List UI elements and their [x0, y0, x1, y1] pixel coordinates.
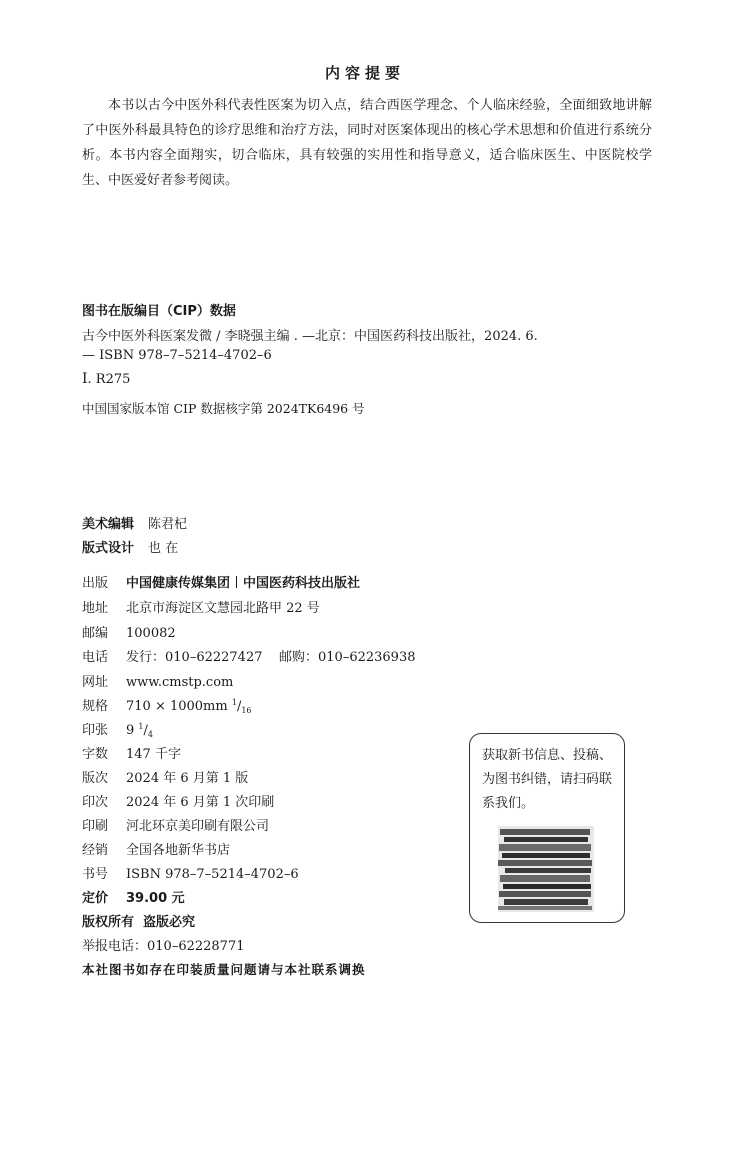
fraction-denominator: 16 — [241, 706, 252, 715]
pub-label: 出版 — [82, 576, 109, 591]
pub-row-address — [82, 597, 462, 616]
pub-row-isbn — [82, 863, 462, 882]
pub-value: 2024 年 6 月第 1 版 — [126, 771, 249, 786]
pub-label: 电话 — [82, 650, 109, 665]
credit-art-editor — [82, 513, 187, 532]
copyright-notice: 版权所有 盗版必究 — [82, 915, 196, 930]
separator-bar — [236, 576, 237, 588]
fraction-numerator: 1 — [138, 722, 144, 731]
credit-layout-design — [82, 537, 178, 556]
pub-label: 地址 — [82, 601, 109, 616]
credit-value: 也 在 — [148, 541, 179, 556]
cip-class-code: . R275 — [87, 372, 131, 387]
pub-value: 北京市海淀区文慧园北路甲 22 号 — [126, 601, 320, 616]
pub-row-edition — [82, 767, 462, 786]
pub-label: 印张 — [82, 723, 109, 738]
qr-callout-text: 获取新书信息、投稿、为图书纠错，请扫码联系我们。 — [482, 748, 613, 811]
qr-code-image[interactable] — [498, 826, 594, 912]
pub-row-printer — [82, 815, 462, 834]
pub-value: 9 — [126, 723, 139, 738]
pub-label: 经销 — [82, 843, 109, 858]
pub-row-words — [82, 743, 462, 762]
pub-label: 书号 — [82, 867, 109, 882]
cip-roman-numeral: Ⅰ — [82, 371, 88, 387]
fraction-numerator: 1 — [231, 698, 237, 707]
pub-label: 印次 — [82, 795, 109, 810]
pub-row-format: 规格 710 × 1000mm $^1/_{16}$ — [82, 695, 462, 715]
pub-value: 100082 — [126, 626, 176, 641]
cip-heading: 图书在版编目（CIP）数据 — [82, 304, 236, 319]
pub-value: 2024 年 6 月第 1 次印刷 — [126, 795, 275, 810]
pub-label: 版次 — [82, 771, 109, 786]
pub-value: 发行：010–62227427 邮购：010–62236938 — [126, 650, 416, 665]
pub-row-price — [82, 887, 462, 906]
price-value: 39.00 元 — [126, 891, 185, 906]
pub-value: 全国各地新华书店 — [126, 843, 231, 858]
pub-label: 网址 — [82, 675, 109, 690]
cip-line-isbn: — ISBN 978–7–5214–4702–6 — [82, 348, 272, 363]
pub-value: 710 × 1000mm — [126, 699, 232, 714]
pub-label: 规格 — [82, 699, 109, 714]
pub-row-postcode — [82, 622, 462, 641]
summary-title: 内容提要 — [324, 64, 405, 82]
pub-value: 147 千字 — [126, 747, 181, 762]
publisher-group: 中国健康传媒集团 — [126, 576, 231, 591]
summary-text: 本书以古今中医外科代表性医案为切入点，结合西医学理念、个人临床经验，全面细致地讲解了中医外科最具特色的诊疗思维和治疗方法，同时对医案体现出的核心学术思想和价值进行系统分析。本书内容全面翔实，切合临床，具有较强的实用性和指导意义，适合临床医生、中医院校学生、中医爱好者参考阅读。 — [82, 98, 652, 188]
pub-label: 定价 — [82, 891, 109, 906]
fraction-denominator: 4 — [147, 730, 153, 739]
pub-value: www.cmstp.com — [126, 675, 234, 690]
pub-row-phone — [82, 646, 462, 665]
report-phone: 举报电话：010–62228771 — [82, 939, 245, 954]
footer-note: 本社图书如存在印装质量问题请与本社联系调换 — [82, 962, 366, 977]
pub-label: 字数 — [82, 747, 109, 762]
pub-row-sheets: 印张 9 $^1/_4$ — [82, 719, 462, 739]
cip-line-classification — [82, 371, 130, 387]
cip-line-record: 中国国家版本馆 CIP 数据核字第 2024TK6496 号 — [82, 401, 365, 416]
pub-value: ISBN 978–7–5214–4702–6 — [126, 867, 299, 882]
credit-label: 版式设计 — [82, 541, 135, 556]
publisher-name: 中国医药科技出版社 — [243, 576, 361, 591]
cip-line-title: 古今中医外科医案发微 / 李晓强主编 . —北京：中国医药科技出版社，2024. 6. — [82, 329, 538, 344]
pub-label: 邮编 — [82, 626, 109, 641]
pub-label: 印刷 — [82, 819, 109, 834]
credit-label: 美术编辑 — [82, 517, 135, 532]
credit-value: 陈君杞 — [148, 517, 188, 532]
pub-row-publisher — [82, 572, 462, 591]
pub-row-distributor — [82, 839, 462, 858]
pub-row-website — [82, 671, 462, 690]
pub-row-printing — [82, 791, 462, 810]
pub-value: 河北环京美印刷有限公司 — [126, 819, 270, 834]
